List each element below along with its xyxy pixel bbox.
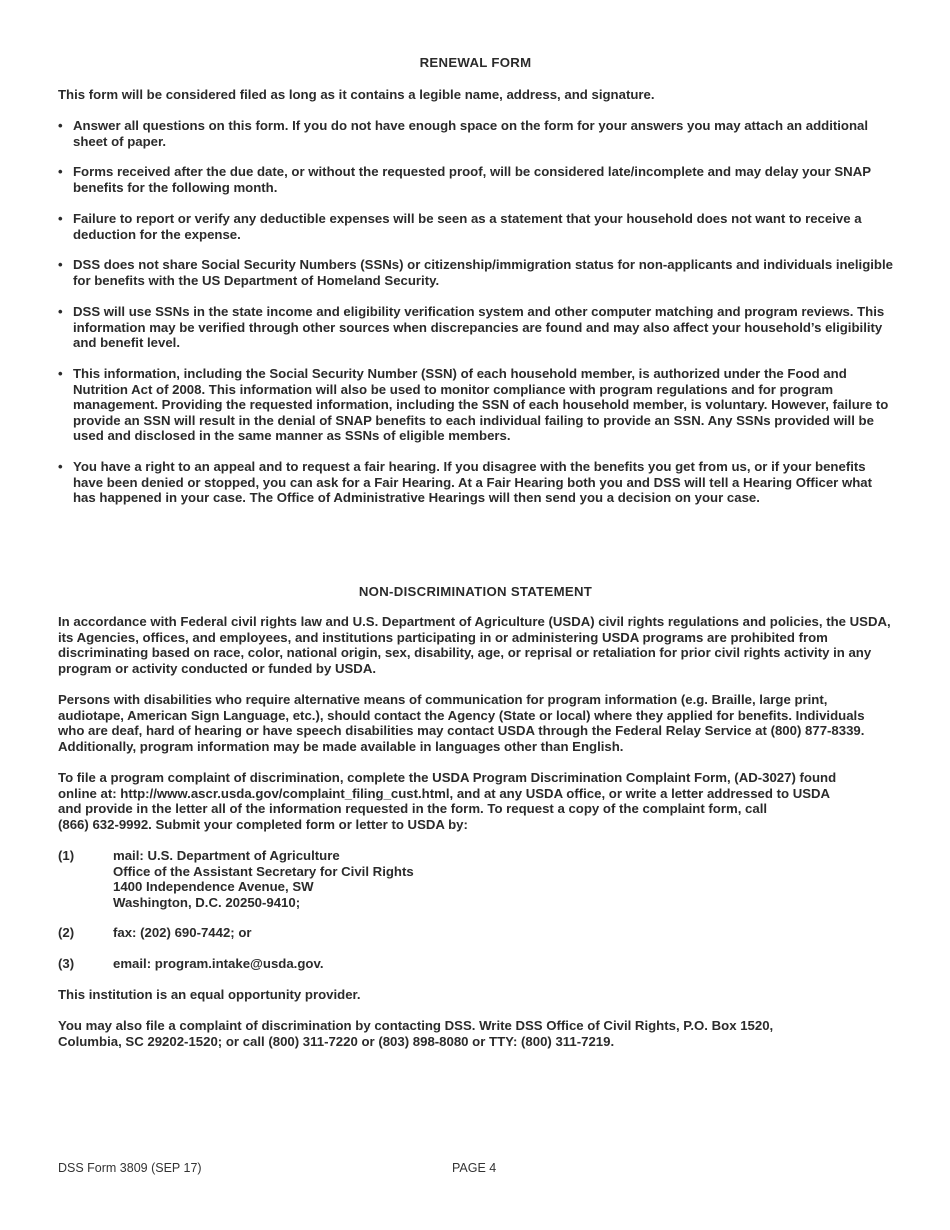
non-discrimination-title: NON-DISCRIMINATION STATEMENT xyxy=(358,584,593,599)
list-item xyxy=(58,164,893,195)
bullet-text: You have a right to an appeal and to request a fair hearing. If you disagree with the benefits you get from us, or if your benefits have been denied or stopped, you can ask for a Fair Hearing. At a Fair Hearing both you and DSS will tell a Hearing Officer what has happened in your case. The Office of Administrative Hearings will then send you a decision on your case. xyxy=(73,459,872,505)
mail-address xyxy=(113,848,873,910)
dss-complaint-paragraph xyxy=(58,1018,893,1049)
bullet-text: DSS does not share Social Security Numbers (SSNs) or citizenship/immigration status for non-applicants and individuals ineligible for benefits with the US Department of Homeland Security. xyxy=(73,257,893,288)
bullet-text: Forms received after the due date, or without the requested proof, will be considered late/incomplete and may delay your SNAP benefits for the following month. xyxy=(73,164,871,195)
contact-number: (3) xyxy=(58,956,75,971)
bullet-marker: • xyxy=(58,164,63,179)
footer-page-number: PAGE 4 xyxy=(452,1161,497,1175)
renewal-intro: This form will be considered filed as long as it contains a legible name, address, and signature. xyxy=(58,87,655,102)
email-address: email: program.intake@usda.gov. xyxy=(113,956,324,971)
complaint-line: (866) 632-9992. Submit your completed form or letter to USDA by: xyxy=(58,816,468,832)
bullet-marker: • xyxy=(58,118,63,133)
complaint-line: To file a program complaint of discrimination, complete the USDA Program Discrimination Complaint Form, (AD-3027) found xyxy=(58,770,837,785)
list-item xyxy=(58,118,893,149)
complaint-filing-paragraph xyxy=(58,770,893,832)
complaint-line: online at: http://www.ascr.usda.gov/complaint_filing_cust.html, and at any USDA office, or write a letter addressed to USDA xyxy=(58,785,831,801)
address-line: Washington, D.C. 20250-9410; xyxy=(113,894,301,910)
address-line: Office of the Assistant Secretary for Civil Rights xyxy=(113,863,414,879)
renewal-form-title: RENEWAL FORM xyxy=(419,55,532,70)
list-item xyxy=(58,366,893,444)
bullet-text: Failure to report or verify any deductible expenses will be seen as a statement that your household does not want to receive a deduction for the expense. xyxy=(73,211,862,242)
complaint-line: and provide in the letter all of the information requested in the form. To request a copy of the complaint form, call xyxy=(58,801,768,816)
dss-complaint-line: Columbia, SC 29202-1520; or call (800) 311-7220 or (803) 898-8080 or TTY: (800) 311-7219. xyxy=(58,1033,615,1049)
list-item xyxy=(58,304,893,351)
bullet-marker: • xyxy=(58,459,63,474)
bullet-text: DSS will use SSNs in the state income and eligibility verification system and other computer matching and program reviews. This information may be verified through other sources when discrepancies are found and may also affect your household’s eligibility and benefit level. xyxy=(73,304,885,350)
bullet-text: This information, including the Social Security Number (SSN) of each household member, is authorized under the Food and Nutrition Act of 2008. This information will also be used to monitor compliance with program regulations and for program management. Providing the requested information, including the SSN of each household member, is voluntary. However, failure to provide an SSN will result in the denial of SNAP benefits to each individual failing to provide an SSN. Any SSNs provided will be used and disclosed in the same manner as SSNs of eligible members. xyxy=(73,366,889,443)
bullet-marker: • xyxy=(58,257,63,272)
bullet-text: Answer all questions on this form. If you do not have enough space on the form for your answers you may attach an additional sheet of paper. xyxy=(73,118,869,149)
bullet-marker: • xyxy=(58,304,63,319)
bullet-marker: • xyxy=(58,366,63,381)
list-item xyxy=(58,211,893,242)
fax-number: fax: (202) 690-7442; or xyxy=(113,925,252,940)
footer-form-id: DSS Form 3809 (SEP 17) xyxy=(58,1161,202,1175)
list-item xyxy=(58,257,893,288)
non-discrimination-paragraph-1: In accordance with Federal civil rights law and U.S. Department of Agriculture (USDA) civil rights regulations and policies, the USDA, its Agencies, offices, and employees, and institutions participating in or administering USDA programs are prohibited from discriminating based on race, color, national origin, sex, disability, age, or reprisal or retaliation for prior civil rights activity in any program or activity conducted or funded by USDA. xyxy=(58,614,891,676)
dss-complaint-line: You may also file a complaint of discrimination by contacting DSS. Write DSS Office of Civil Rights, P.O. Box 1520, xyxy=(58,1018,774,1033)
contact-number: (1) xyxy=(58,848,75,863)
non-discrimination-paragraph-2: Persons with disabilities who require alternative means of communication for program information (e.g. Braille, large print, audiotape, American Sign Language, etc.), should contact the Agency (State or local) where they applied for benefits. Individuals who are deaf, hard of hearing or have speech disabilities may contact USDA through the Federal Relay Service at (800) 877-8339. Additionally, program information may be made available in languages other than English. xyxy=(58,692,865,754)
bullet-marker: • xyxy=(58,211,63,226)
contact-number: (2) xyxy=(58,925,75,940)
equal-opportunity-statement: This institution is an equal opportunity provider. xyxy=(58,987,361,1002)
address-line: 1400 Independence Avenue, SW xyxy=(113,879,314,894)
list-item xyxy=(58,459,893,506)
address-line: mail: U.S. Department of Agriculture xyxy=(113,848,340,863)
